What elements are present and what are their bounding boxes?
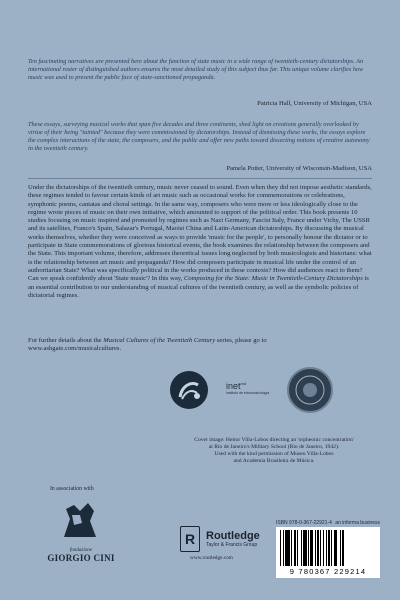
isbn-label: ISBN 978-0-367-22921-4	[276, 520, 332, 526]
cover-image-credit	[176, 437, 372, 465]
review-attribution-2: Pamela Potter, University of Wisconsin-Madison, USA	[226, 165, 372, 172]
series-url[interactable]: www.ashgate.com/musicalcultures.	[28, 345, 122, 353]
routledge-r-icon: R	[180, 526, 200, 552]
book-title: Composing for the State: Music in Twentieth-Century Dictatorships	[183, 275, 363, 283]
book-description	[28, 184, 372, 300]
isbn-number: 9 780367 229214	[289, 567, 367, 576]
inet-name: inet	[226, 381, 241, 391]
fondazione-label: fondazione	[70, 548, 92, 553]
association-label: In association with	[50, 486, 94, 492]
review-attribution-1: Patricia Hall, University of Michigan, USA	[257, 100, 372, 107]
inet-sup: md	[240, 381, 247, 386]
imprint-label: an informa business	[335, 520, 380, 526]
music-logo-icon	[170, 371, 208, 409]
publisher-url[interactable]: www.routledge.com	[190, 555, 233, 561]
divider	[28, 178, 372, 179]
seal-logo-icon	[287, 367, 333, 413]
inet-subtitle: instituto de etnomusicologia	[226, 391, 270, 395]
fondazione-cini-logo	[42, 548, 120, 563]
lion-emblem-icon	[56, 497, 104, 543]
series-name: Musical Cultures of the Twentieth Century	[103, 337, 216, 344]
publisher-subtitle: Taylor & Francis Group	[206, 542, 258, 548]
barcode-bars	[280, 530, 376, 566]
series-note	[28, 337, 372, 354]
review-quote-1: Ten fascinating narratives are presented here about the function of state music in a wide range of twentieth-century dictatorships. An international roster of distinguished authors ensures the most detailed study of this subject thus far. This unique volume clarifies how music was used to present the public face of state-sanctioned propaganda.	[28, 58, 364, 82]
giorgio-cini-label: GIORGIO CINI	[47, 553, 115, 563]
routledge-logo	[180, 526, 260, 552]
partner-logos	[170, 367, 333, 413]
cover-credit-line: and Academia Brasileira de Música.	[233, 458, 315, 464]
review-quote-2: These essays, surveying musical works that span five decades and three continents, shed light on creations generally overlooked by virtue of their being "tainted" because they were commissioned by dictatorships. Instead of dismissing these works, the essays explore the complex interactions of the state, the composers, and the public and offer new paths toward dissecting notions of creative autonomy in the twentieth century.	[28, 121, 370, 153]
series-note-text-end: series, please go to	[215, 337, 267, 344]
isbn-barcode-block	[276, 520, 380, 578]
cover-credit-line: Used with the kind permission of Museu Villa-Lobos	[214, 451, 334, 457]
cover-credit-line: at Rio de Janeiro's Military School (Rio de Janeiro, 1942).	[208, 444, 340, 450]
cover-credit-line: Cover image: Heitor Villa-Lobos directing an 'orpheonic concentration'	[194, 437, 354, 443]
series-note-text: For further details about the	[28, 337, 104, 344]
barcode	[276, 527, 380, 578]
publisher-name: Routledge	[206, 530, 260, 542]
description-text-end: is an essential contribution to our understanding of musical cultures of the twentieth century, as well as the symbolic policies of dictatorial regimes.	[28, 275, 369, 299]
barcode-bar	[344, 530, 345, 566]
description-text: Under the dictatorships of the twentieth century, music never ceased to sound. Even when they did not impose aesthetic standards, these regimes tended to favour certain kinds of art music such as occasional works for commemorations or celebrations, symphonic poems, cantatas and choral settings. In the same way, composers who were more or less ideologically close to the regime wrote pieces of music on their own initiative, which amounted to support of the political order. This book presents 10 studies focusing on music inspired and promoted by regimes such as Nazi Germany, Fascist Italy, France under Vichy, The USSR and its satellites, Franco's Spain, Salazar's Portugal, Maoist China and Latin-American dictatorships. By discussing the musical works themselves, whether they were conceived as ways to provide 'music for the people', to personally honour the dictator or to participate in State commemorations of glorious historical events, the book examines the relationship between the composers and the State. This important volume, therefore, addresses theoretical issues long neglected by both musicologists and historians: what is the relationship between art music and propaganda? How did composers participate in musical life under the control of an authoritarian State? What was specifically political in the works produced in these contexts? How did audiences react to them? Can we speak confidently about 'State music'? In this way,	[28, 184, 372, 283]
inet-logo	[226, 381, 269, 395]
